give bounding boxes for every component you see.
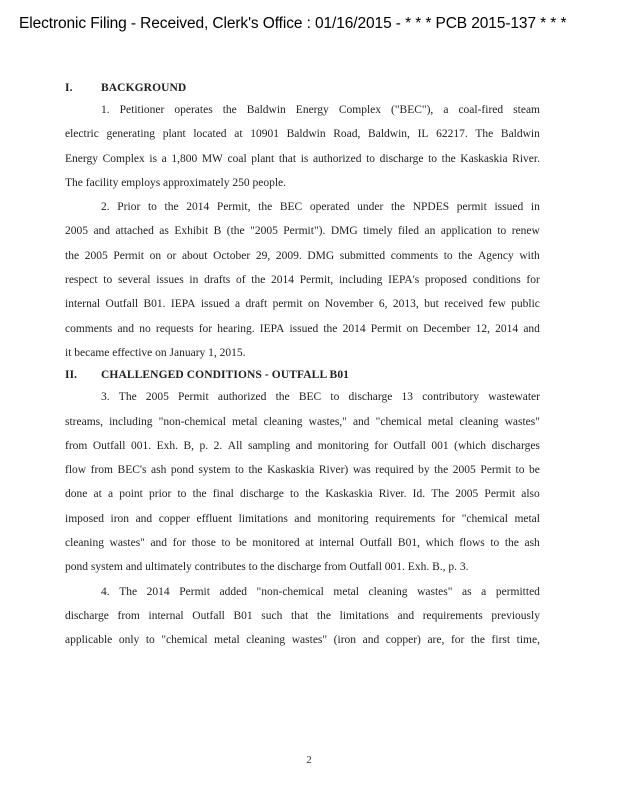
text-line: Energy Complex is a 1,800 MW coal plant that is authorized to discharge to the Kaskaskia River. xyxy=(65,152,540,165)
section-number: I. xyxy=(65,82,73,94)
paragraph xyxy=(65,98,540,195)
text-line: done at a point prior to the final discharge to the Kaskaskia River. Id. The 2005 Permit also xyxy=(65,488,540,501)
text-line: comments and no requests for hearing. IEPA issued the 2014 Permit on December 12, 2014 and xyxy=(65,322,540,335)
text-line: from Outfall 001. Exh. B, p. 2. All sampling and monitoring for Outfall 001 (which discharges xyxy=(65,439,540,452)
paragraph xyxy=(65,195,540,365)
section-number: II. xyxy=(65,369,78,382)
text-line: pond system and ultimately contributes to the discharge from Outfall 001. Exh. B., p. 3. xyxy=(65,561,469,574)
section-title: CHALLENGED CONDITIONS - OUTFALL B01 xyxy=(101,369,350,382)
document-body xyxy=(65,78,540,653)
text-line: 2005 and attached as Exhibit B (the "2005 Permit"). DMG timely filed an application to renew xyxy=(65,225,540,238)
text-line: respect to several issues in drafts of the 2014 Permit, including IEPA's proposed conditions for xyxy=(65,274,540,287)
section-title: BACKGROUND xyxy=(101,82,187,94)
text-line: 3. The 2005 Permit authorized the BEC to discharge 13 contributory wastewater xyxy=(101,391,540,404)
text-line: 1. Petitioner operates the Baldwin Energy Complex ("BEC"), a coal-fired steam xyxy=(101,104,540,116)
page-number: 2 xyxy=(306,754,312,766)
text-line: it became effective on January 1, 2015. xyxy=(65,346,246,359)
text-line: cleaning wastes" and for those to be monitored at internal Outfall B01, which flows to the ash xyxy=(65,537,540,550)
paragraph xyxy=(65,385,540,579)
text-line: flow from BEC's ash pond system to the Kaskaskia River) was required by the 2005 Permit to be xyxy=(65,464,540,477)
text-line: imposed iron and copper effluent limitations and monitoring requirements for "chemical metal xyxy=(65,512,540,525)
text-line: the 2005 Permit on or about October 29, 2009. DMG submitted comments to the Agency with xyxy=(65,249,540,262)
text-line: 4. The 2014 Permit added "non-chemical metal cleaning wastes" as a permitted xyxy=(101,585,540,598)
section-heading xyxy=(65,78,540,98)
text-line: streams, including "non-chemical metal cleaning wastes," and "chemical metal cleaning wastes" xyxy=(65,415,540,428)
text-line: applicable only to "chemical metal cleaning wastes" (iron and copper) are, for the first time, xyxy=(65,634,540,647)
text-line: The facility employs approximately 250 people. xyxy=(65,176,286,189)
text-line: 2. Prior to the 2014 Permit, the BEC operated under the NPDES permit issued in xyxy=(101,201,540,214)
text-line: discharge from internal Outfall B01 such that the limitations and requirements previously xyxy=(65,609,540,622)
paragraph xyxy=(65,580,540,653)
text-line: internal Outfall B01. IEPA issued a draft permit on November 6, 2013, but received few public xyxy=(65,298,540,311)
text-line: electric generating plant located at 10901 Baldwin Road, Baldwin, IL 62217. The Baldwin xyxy=(65,128,540,141)
filing-stamp-header: Electronic Filing - Received, Clerk's Office : 01/16/2015 - * * * PCB 2015-137 * * * xyxy=(19,15,567,32)
section-heading xyxy=(65,365,540,385)
